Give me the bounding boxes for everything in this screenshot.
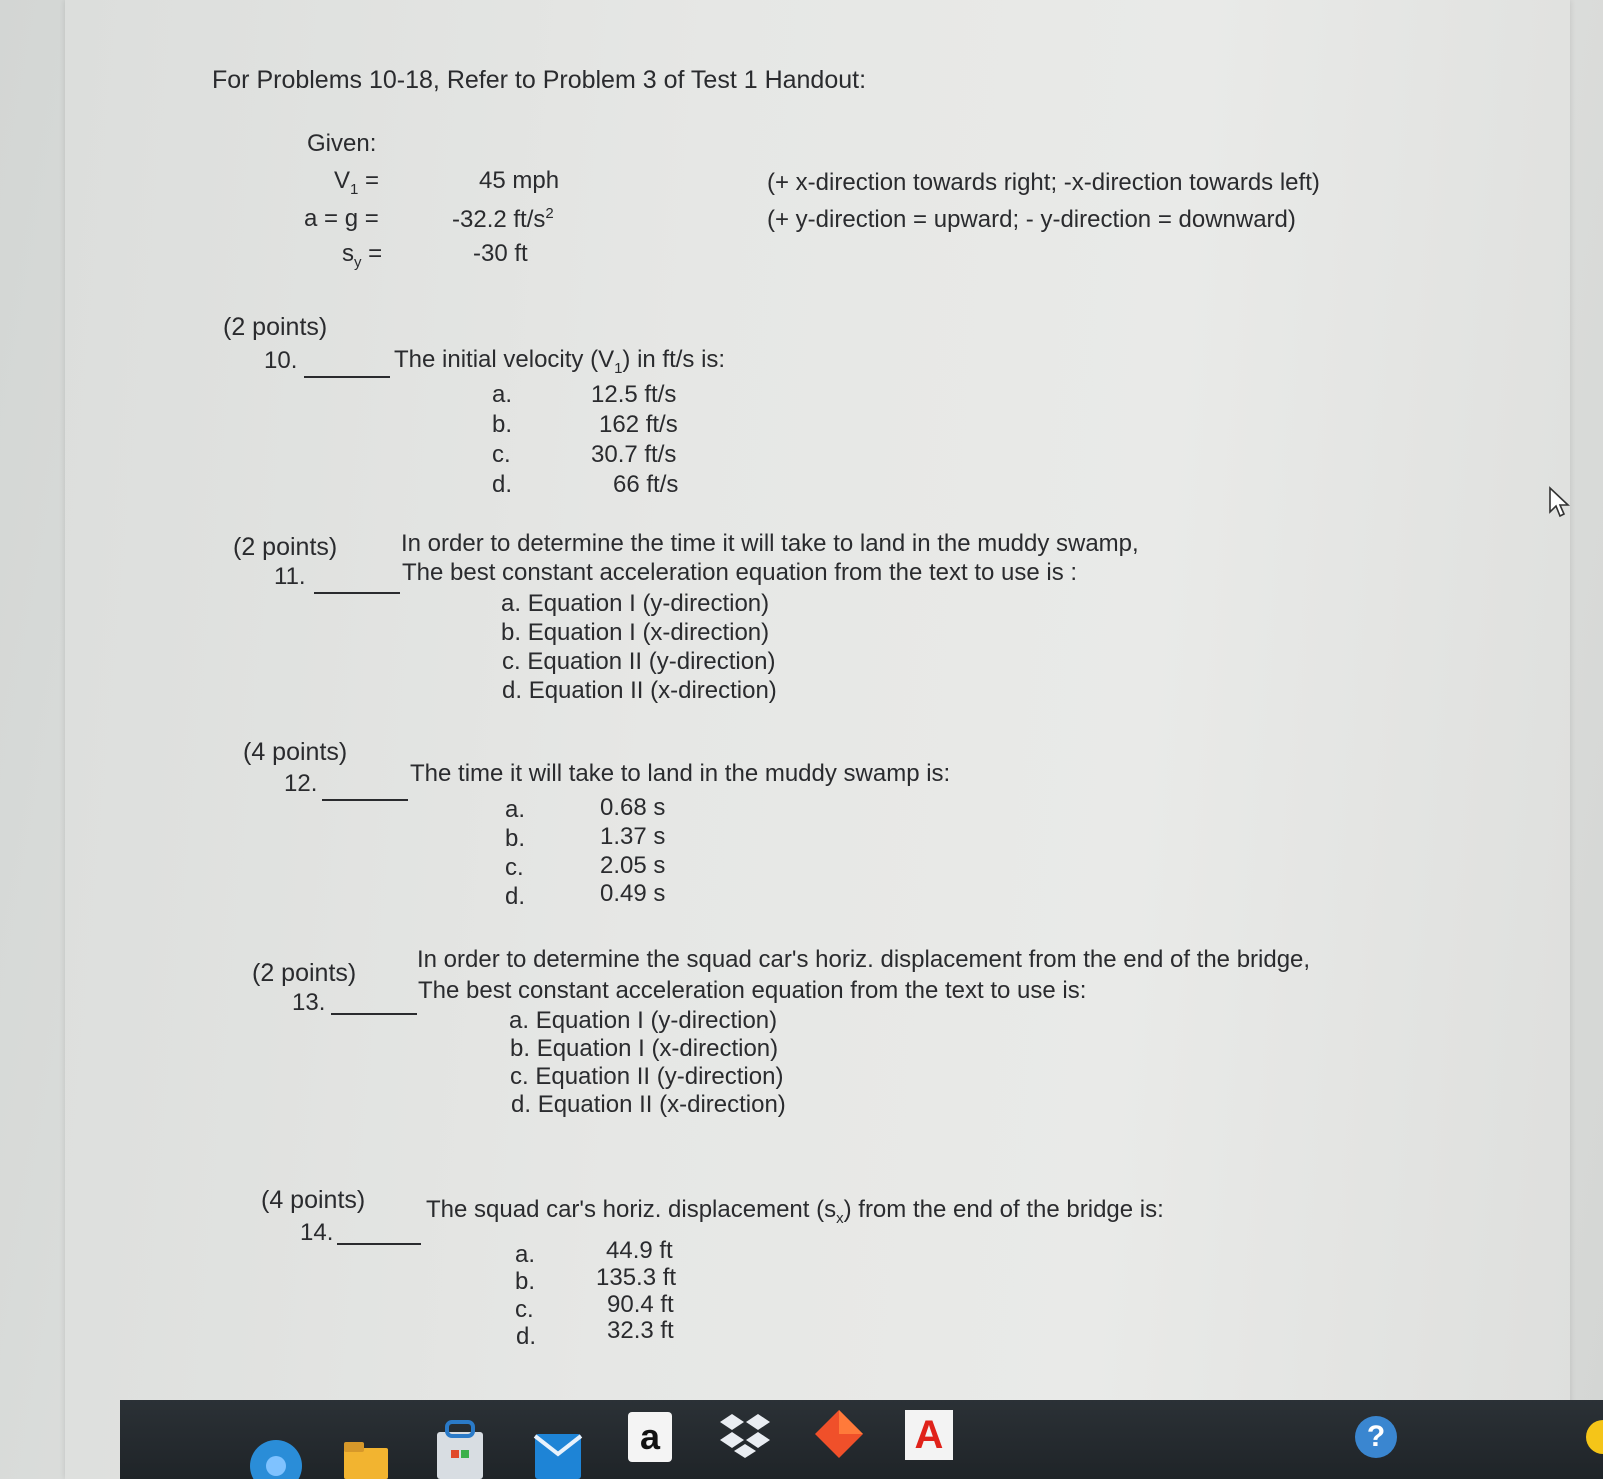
option-value: 12.5 ft/s bbox=[591, 381, 677, 408]
mail-icon[interactable] bbox=[533, 1422, 583, 1479]
option-letter: a. bbox=[505, 796, 526, 823]
diamond-app-icon[interactable] bbox=[813, 1408, 865, 1460]
option-value: 2.05 s bbox=[600, 852, 666, 879]
option-value: 66 ft/s bbox=[613, 471, 679, 498]
option-letter: a. bbox=[515, 1241, 536, 1268]
option-text: b. Equation I (x-direction) bbox=[501, 619, 770, 646]
answer-blank[interactable] bbox=[304, 376, 390, 378]
points-label: (2 points) bbox=[233, 533, 338, 561]
option-value: 0.68 s bbox=[600, 794, 666, 821]
answer-blank[interactable] bbox=[314, 592, 400, 594]
given-label: Given: bbox=[307, 130, 377, 157]
option-text: c. Equation II (y-direction) bbox=[510, 1063, 784, 1090]
file-explorer-icon[interactable] bbox=[342, 1426, 390, 1479]
points-label: (2 points) bbox=[252, 959, 357, 987]
question-text: The squad car's horiz. displacement $(s_x)$ from the end of the bridge is: bbox=[426, 1196, 1164, 1227]
points-label: (2 points) bbox=[223, 313, 328, 341]
option-letter: c. bbox=[515, 1296, 534, 1323]
mouse-cursor-icon bbox=[1548, 486, 1572, 522]
answer-blank[interactable] bbox=[337, 1243, 421, 1245]
chrome-icon[interactable] bbox=[248, 1426, 304, 1479]
question-text-line2: The best constant acceleration equation from the text to use is: bbox=[418, 977, 1087, 1004]
given-var-a: a = g = bbox=[304, 205, 379, 232]
option-letter: b. bbox=[505, 825, 526, 852]
points-label: (4 points) bbox=[261, 1186, 366, 1214]
option-value: 32.3 ft bbox=[607, 1317, 674, 1344]
option-value: 44.9 ft bbox=[606, 1237, 673, 1264]
question-text: In order to determine the time it will take to land in the muddy swamp, bbox=[401, 530, 1139, 557]
acrobat-icon[interactable]: A bbox=[905, 1410, 953, 1460]
store-icon[interactable] bbox=[435, 1420, 485, 1479]
page-header: For Problems 10-18, Refer to Problem 3 of Test 1 Handout: bbox=[212, 66, 867, 94]
option-letter: b. bbox=[515, 1268, 536, 1295]
problem-number: 12. bbox=[284, 770, 318, 797]
option-letter: c. bbox=[492, 441, 511, 468]
option-text: d. Equation II (x-direction) bbox=[502, 677, 777, 704]
option-value: 30.7 ft/s bbox=[591, 441, 677, 468]
question-text: The time it will take to land in the muddy swamp is: bbox=[410, 760, 951, 787]
given-value-sy: -30 ft bbox=[473, 240, 528, 267]
option-letter: d. bbox=[516, 1323, 537, 1350]
option-text: a. Equation I (y-direction) bbox=[509, 1007, 778, 1034]
amazon-icon[interactable]: a bbox=[628, 1412, 672, 1462]
dropbox-icon[interactable] bbox=[720, 1412, 770, 1458]
answer-blank[interactable] bbox=[322, 799, 408, 801]
option-value: 0.49 s bbox=[600, 880, 666, 907]
option-letter: a. bbox=[492, 381, 513, 408]
given-var-sy: $s_y$ = bbox=[342, 240, 383, 271]
question-text-line2: The best constant acceleration equation from the text to use is : bbox=[402, 559, 1078, 586]
option-letter: d. bbox=[492, 471, 513, 498]
problem-number: 11. bbox=[274, 563, 306, 590]
option-letter: b. bbox=[492, 411, 513, 438]
option-text: d. Equation II (x-direction) bbox=[511, 1091, 786, 1118]
problem-number: 14. bbox=[300, 1219, 334, 1246]
option-text: b. Equation I (x-direction) bbox=[510, 1035, 779, 1062]
taskbar bbox=[120, 1400, 1603, 1479]
points-label: (4 points) bbox=[243, 738, 348, 766]
question-text: The initial velocity $(V_1)$ in ft/s is: bbox=[394, 346, 726, 377]
answer-blank[interactable] bbox=[331, 1013, 417, 1015]
option-letter: c. bbox=[505, 854, 524, 881]
option-letter: d. bbox=[505, 883, 526, 910]
option-value: 1.37 s bbox=[600, 823, 666, 850]
option-value: 90.4 ft bbox=[607, 1291, 674, 1318]
given-value-v1: 45 mph bbox=[479, 167, 560, 194]
document-page bbox=[65, 0, 1570, 1479]
problem-number: 10. bbox=[264, 347, 298, 374]
notification-icon[interactable] bbox=[1586, 1420, 1603, 1454]
problem-number: 13. bbox=[292, 989, 326, 1016]
y-direction-note: (+ y-direction = upward; - y-direction = downward) bbox=[767, 206, 1296, 233]
help-icon[interactable]: ? bbox=[1355, 1416, 1397, 1458]
given-value-a: -32.2 $ft/s^2$ bbox=[452, 205, 554, 233]
question-text: In order to determine the squad car's horiz. displacement from the end of the bridge, bbox=[417, 946, 1311, 973]
option-text: a. Equation I (y-direction) bbox=[501, 590, 770, 617]
option-value: 162 ft/s bbox=[599, 411, 678, 438]
x-direction-note: (+ x-direction towards right; -x-direction towards left) bbox=[767, 169, 1320, 196]
option-value: 135.3 ft bbox=[596, 1264, 677, 1291]
given-var-v1: $V_1$ = bbox=[334, 167, 380, 198]
option-text: c. Equation II (y-direction) bbox=[502, 648, 776, 675]
